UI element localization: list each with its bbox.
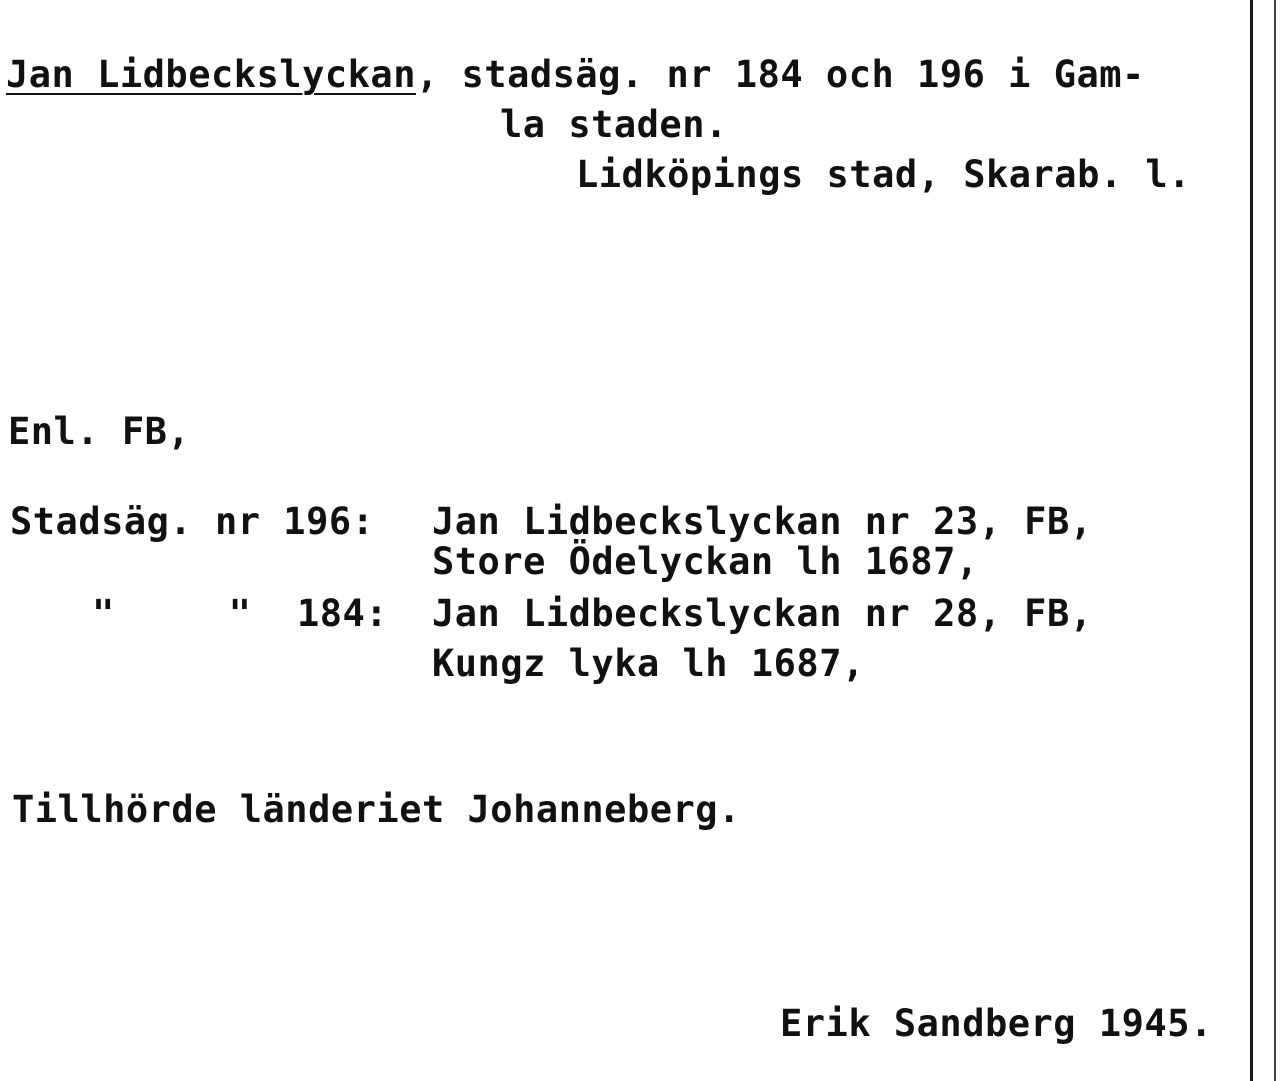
heading-rest: , stadsäg. nr 184 och 196 i Gam- — [415, 53, 1145, 96]
card-scan-border — [1274, 0, 1276, 1081]
entry-line: Kungz lyka lh 1687, — [432, 642, 865, 685]
ownership-note: Tillhörde länderiet Johanneberg. — [12, 788, 741, 831]
signature: Erik Sandberg 1945. — [780, 1002, 1213, 1045]
entry-label: " " 184: — [92, 592, 389, 635]
location-line: Lidköpings stad, Skarab. l. — [576, 153, 1191, 196]
entry-line: Jan Lidbeckslyckan nr 23, FB, — [432, 500, 1093, 543]
source-reference: Enl. FB, — [8, 410, 191, 453]
card-right-edge — [1250, 0, 1253, 1081]
place-name: Jan Lidbeckslyckan — [6, 53, 416, 96]
entry-line: Store Ödelyckan lh 1687, — [432, 540, 979, 583]
entry-line: Jan Lidbeckslyckan nr 28, FB, — [432, 592, 1093, 635]
card-heading — [6, 53, 1145, 96]
entry-label: Stadsäg. nr 196: — [10, 500, 375, 543]
heading-continuation: la staden. — [500, 103, 728, 146]
